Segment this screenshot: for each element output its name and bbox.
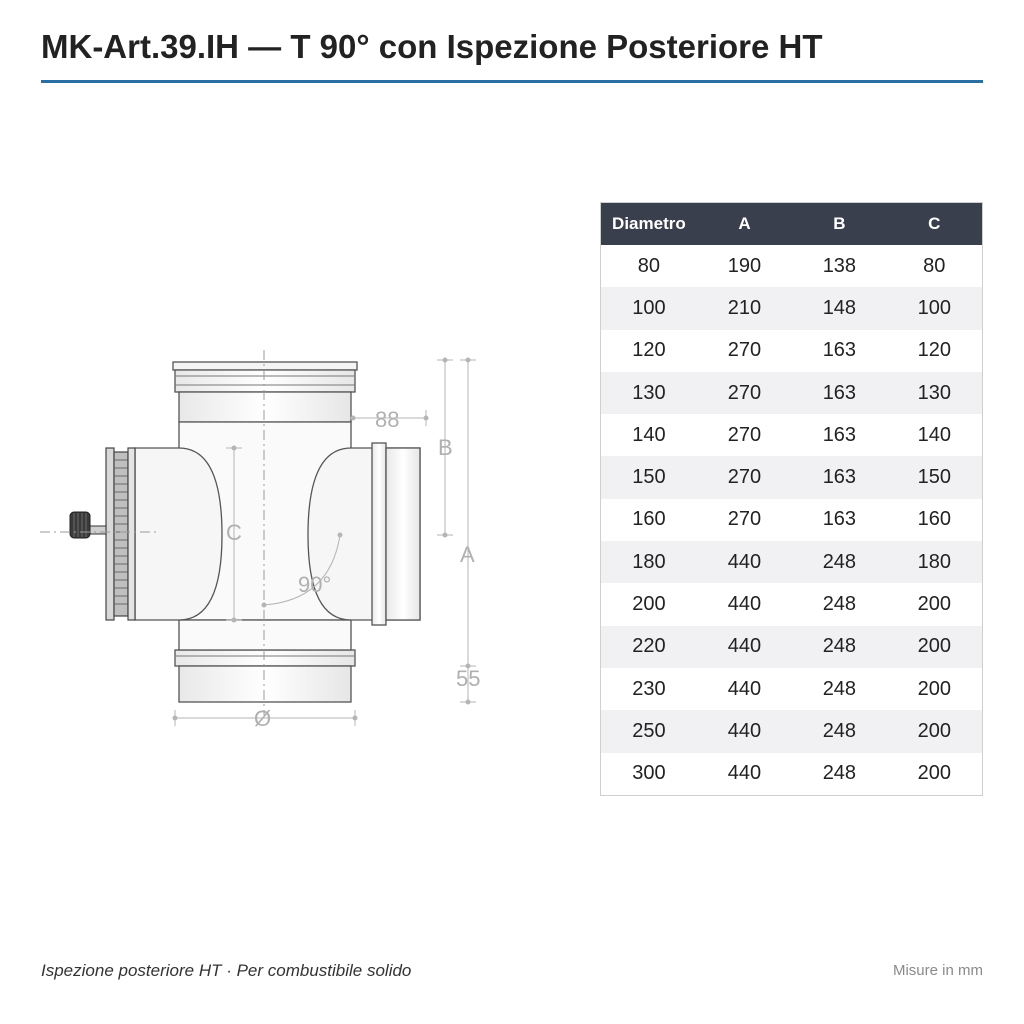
table-row xyxy=(601,372,983,414)
cell-c: 200 xyxy=(887,710,983,752)
table-row xyxy=(601,753,983,796)
title-divider xyxy=(41,80,983,83)
left-branch xyxy=(106,448,222,620)
right-branch xyxy=(308,443,420,625)
cell-diametro: 150 xyxy=(601,456,697,498)
units-note: Misure in mm xyxy=(892,962,983,979)
cell-a: 210 xyxy=(697,287,792,329)
cell-a: 440 xyxy=(697,541,792,583)
table-row xyxy=(601,456,983,498)
cell-a: 440 xyxy=(697,626,792,668)
cell-b: 248 xyxy=(792,583,886,625)
cell-diametro: 230 xyxy=(601,668,697,710)
cell-a: 270 xyxy=(697,372,792,414)
cell-diametro: 250 xyxy=(601,710,697,752)
cell-b: 248 xyxy=(792,753,886,796)
tee-fitting-drawing xyxy=(30,330,500,730)
cell-a: 270 xyxy=(697,414,792,456)
cell-b: 163 xyxy=(792,499,886,541)
cell-diametro: 300 xyxy=(601,753,697,796)
table-row xyxy=(601,541,983,583)
column-header-b: B xyxy=(792,203,886,246)
table-row xyxy=(601,583,983,625)
cell-diametro: 200 xyxy=(601,583,697,625)
footer-caption: Ispezione posteriore HT · Per combustibile solido xyxy=(41,961,412,980)
cell-c: 200 xyxy=(887,626,983,668)
cell-a: 440 xyxy=(697,710,792,752)
cell-b: 138 xyxy=(792,245,886,287)
cell-b: 163 xyxy=(792,330,886,372)
dim-55-label: 55 xyxy=(456,666,481,691)
table-row xyxy=(601,414,983,456)
table-row xyxy=(601,245,983,287)
cell-c: 200 xyxy=(887,753,983,796)
cell-a: 270 xyxy=(697,499,792,541)
cell-diametro: 100 xyxy=(601,287,697,329)
inspection-knob-icon xyxy=(70,512,106,538)
cell-a: 440 xyxy=(697,583,792,625)
cell-c: 140 xyxy=(887,414,983,456)
page-title: MK-Art.39.IH — T 90° con Ispezione Posteriore HT xyxy=(41,28,823,65)
cell-b: 248 xyxy=(792,668,886,710)
dim-a-label: A xyxy=(460,542,475,567)
dim-b-label: B xyxy=(438,435,453,460)
cell-c: 120 xyxy=(887,330,983,372)
cell-diametro: 180 xyxy=(601,541,697,583)
cell-c: 150 xyxy=(887,456,983,498)
cell-diametro: 130 xyxy=(601,372,697,414)
cell-b: 163 xyxy=(792,372,886,414)
cell-c: 200 xyxy=(887,668,983,710)
cell-b: 248 xyxy=(792,710,886,752)
dim-88-label: 88 xyxy=(375,407,400,432)
cell-a: 440 xyxy=(697,668,792,710)
cell-b: 148 xyxy=(792,287,886,329)
column-header-c: C xyxy=(887,203,983,246)
cell-diametro: 160 xyxy=(601,499,697,541)
cell-c: 100 xyxy=(887,287,983,329)
angle-label: 90° xyxy=(298,572,332,597)
technical-drawing xyxy=(30,330,500,730)
cell-b: 248 xyxy=(792,541,886,583)
cell-c: 200 xyxy=(887,583,983,625)
table-row xyxy=(601,287,983,329)
column-header-a: A xyxy=(697,203,792,246)
table-header-row xyxy=(601,203,983,246)
diameter-label: Ø xyxy=(254,706,272,730)
cell-b: 163 xyxy=(792,456,886,498)
dim-c-label: C xyxy=(226,520,242,545)
table-row xyxy=(601,626,983,668)
table-row xyxy=(601,330,983,372)
cell-a: 190 xyxy=(697,245,792,287)
cell-diametro: 120 xyxy=(601,330,697,372)
table-row xyxy=(601,710,983,752)
cell-c: 160 xyxy=(887,499,983,541)
table-row xyxy=(601,499,983,541)
cell-diametro: 140 xyxy=(601,414,697,456)
cell-c: 80 xyxy=(887,245,983,287)
cell-diametro: 80 xyxy=(601,245,697,287)
dimension-table xyxy=(600,202,983,796)
cell-b: 248 xyxy=(792,626,886,668)
cell-c: 180 xyxy=(887,541,983,583)
column-header-diametro: Diametro xyxy=(601,203,697,246)
cell-diametro: 220 xyxy=(601,626,697,668)
table-row xyxy=(601,668,983,710)
cell-a: 440 xyxy=(697,753,792,796)
cell-a: 270 xyxy=(697,456,792,498)
cell-b: 163 xyxy=(792,414,886,456)
cell-c: 130 xyxy=(887,372,983,414)
cell-a: 270 xyxy=(697,330,792,372)
